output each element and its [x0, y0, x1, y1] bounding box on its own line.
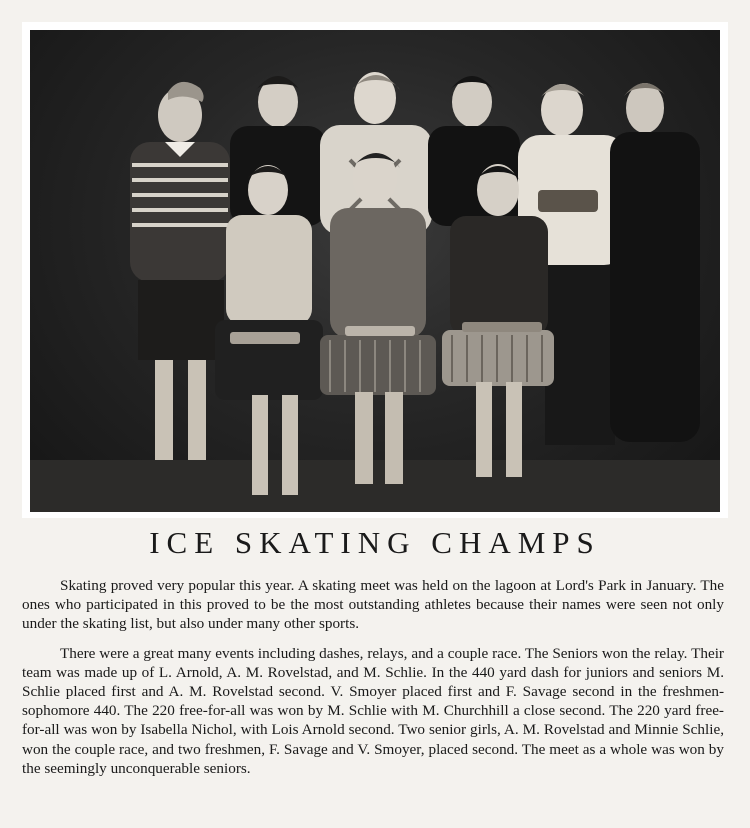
team-photo: [30, 30, 720, 512]
paragraph-intro: Skating proved very popular this year. A skating meet was held on the lagoon at Lord's Park in January. The ones who participated in this proved to be the most outstanding athletes because their names were seen not only under the skating list, but also under many other sports.: [22, 577, 724, 633]
article-title: ICE SKATING CHAMPS: [149, 525, 601, 560]
paragraph-events: There were a great many events including dashes, relays, and a couple race. The Seniors won the relay. Their team was made up of L. Arnold, A. M. Rovelstad, and M. Schlie. In the 440 yard dash for juniors and seniors M. Schlie placed first and A. M. Rovelstad second. V. Smoyer placed first and F. Savage second in the freshmen-sophomore 440. The 220 free-for-all was won by M. Schlie with M. Churchhill a close second. The 220 yard free-for-all was won by Isabella Nichol, with Lois Arnold second. Two senior girls, A. M. Rovelstad and Minnie Schlie, won the couple race, and two freshmen, F. Savage and V. Smoyer, placed second. The meet as a whole was won by the seemingly unconquerable seniors.: [22, 644, 724, 777]
article-body: [22, 576, 724, 788]
photo-frame: [22, 22, 728, 518]
team-photo-illustration: [30, 30, 720, 512]
